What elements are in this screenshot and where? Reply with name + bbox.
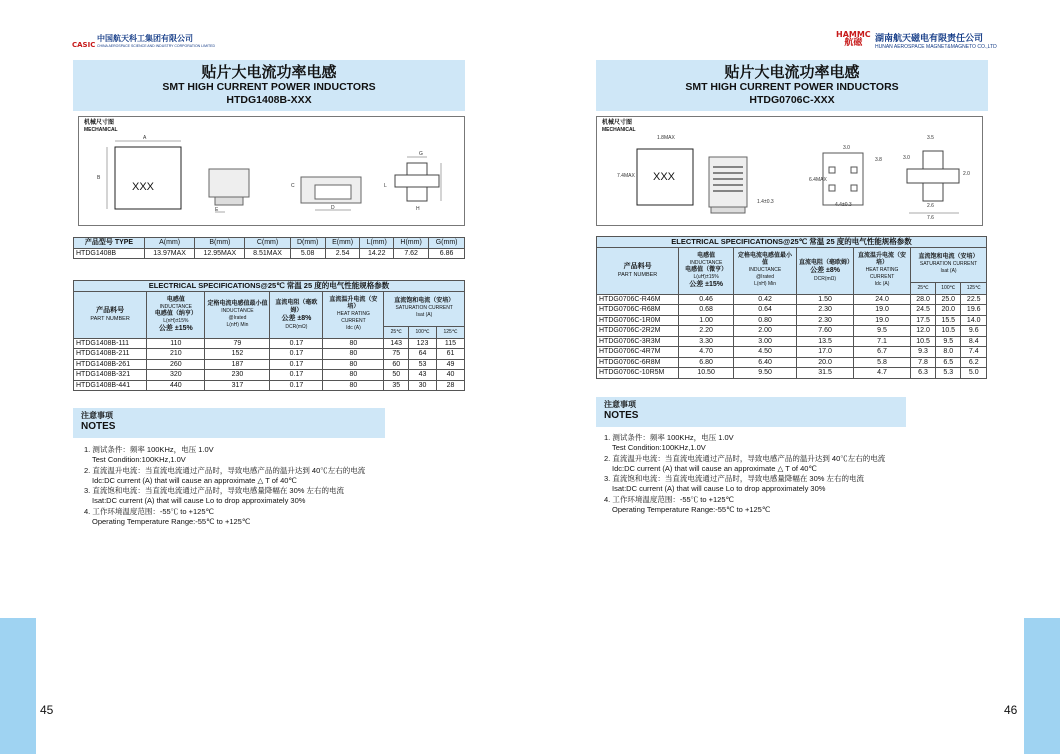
spec-value-cell: 0.17	[270, 338, 323, 349]
spec-value-cell: 2.20	[679, 326, 734, 337]
spec-value-cell: 9.6	[961, 326, 987, 337]
right-note-line: 3. 直流饱和电流：当直流电流通过产品时，导致电感量降幅在 30% 左右的电流	[604, 474, 865, 484]
spec-value-cell: 4.7	[854, 368, 911, 379]
left-notes-en: NOTES	[81, 421, 116, 432]
right-notes-box	[596, 397, 906, 427]
spec-value-cell: 0.64	[734, 305, 797, 316]
spec-value-cell: 75	[384, 349, 409, 360]
left-mech-en: MECHANICAL	[84, 127, 118, 133]
left-header-min-inductance	[205, 291, 270, 338]
right-title-box	[596, 60, 988, 111]
dim-cell-l: 14.22	[360, 248, 394, 259]
dim-cell-a: 13.97MAX	[144, 248, 194, 259]
spec-value-cell: 115	[436, 338, 464, 349]
spec-value-cell: 9.5	[936, 336, 961, 347]
spec-value-cell: 152	[205, 349, 270, 360]
spec-value-cell: 7.4	[961, 347, 987, 358]
dim-header-g: G(mm)	[429, 238, 465, 249]
left-title-zh: 贴片大电流功率电感	[201, 63, 337, 81]
spec-value-cell: 31.5	[797, 368, 854, 379]
spec-value-cell: 79	[205, 338, 270, 349]
spec-value-cell: 0.46	[679, 294, 734, 305]
dim-label-3-8: 3.8	[875, 157, 882, 163]
part-number-cell: HTDG1408B-321	[74, 370, 147, 381]
left-header-isat	[384, 291, 465, 326]
left-company-name: 中国航天科工集团有限公司	[97, 34, 193, 43]
left-header-idc	[323, 291, 384, 338]
spec-value-cell: 6.80	[679, 357, 734, 368]
spec-value-cell: 320	[147, 370, 205, 381]
left-part-series: HTDG1408B-XXX	[226, 94, 312, 106]
spec-value-cell: 123	[409, 338, 437, 349]
spec-value-cell: 35	[384, 380, 409, 391]
spec-value-cell: 7.8	[911, 357, 936, 368]
left-company	[97, 33, 215, 48]
spec-value-cell: 80	[323, 380, 384, 391]
part-number-cell: HTDG0706C-R68M	[597, 305, 679, 316]
left-idc-en: HEAT RATING CURRENT	[337, 311, 370, 324]
spec-value-cell: 1.50	[797, 294, 854, 305]
spec-value-cell: 9.3	[911, 347, 936, 358]
right-dcr-zh: 直流电阻（毫欧姆）	[799, 259, 854, 266]
spec-value-cell: 80	[323, 359, 384, 370]
spec-value-cell: 0.80	[734, 315, 797, 326]
right-header-isat	[911, 247, 987, 282]
left-header-inductance	[147, 291, 205, 338]
spec-row	[597, 347, 987, 358]
left-ind-en: INDUCTANCE	[159, 304, 193, 310]
dim-table-header	[74, 238, 465, 249]
spec-value-cell: 4.50	[734, 347, 797, 358]
spec-value-cell: 8.4	[961, 336, 987, 347]
left-isat-zh: 直流饱和电流（安培）	[394, 298, 455, 305]
right-spec-header	[597, 247, 987, 282]
part-number-cell: HTDG0706C-10R5M	[597, 368, 679, 379]
right-mech-zh: 机械尺寸图	[602, 120, 633, 126]
spec-value-cell: 43	[409, 370, 437, 381]
right-spec-table	[596, 236, 987, 379]
left-drawing-mark: XXX	[132, 181, 155, 193]
spec-value-cell: 0.17	[270, 380, 323, 391]
right-isat-zh: 直流饱和电流（安培）	[918, 254, 979, 261]
dim-label-6-4max: 6.4MAX	[809, 177, 827, 183]
right-header-part	[597, 247, 679, 294]
spec-value-cell: 20.0	[936, 305, 961, 316]
dim-header-l: L(mm)	[360, 238, 394, 249]
part-number-cell: HTDG0706C-6R8M	[597, 357, 679, 368]
spec-value-cell: 0.17	[270, 359, 323, 370]
hammc-logo	[836, 30, 871, 48]
dim-label-c: C	[291, 183, 295, 189]
spec-value-cell: 10.5	[936, 326, 961, 337]
spec-value-cell: 49	[436, 359, 464, 370]
right-mechanical-box	[596, 116, 983, 226]
right-notes-zh: 注意事项	[604, 400, 636, 409]
right-isat-en: SATURATION CURRENT	[919, 261, 978, 268]
left-note-line: 2. 直流温升电流：当直流电流通过产品时，导致电感产品的温升达到 40℃左右的电流	[84, 465, 366, 475]
part-number-cell: HTDG1408B-111	[74, 338, 147, 349]
left-side-bar	[0, 618, 36, 754]
left-page-number: 45	[40, 703, 54, 717]
dim-cell-g: 6.86	[429, 248, 465, 259]
left-spec-header	[74, 291, 465, 326]
dim-label-3-0-top: 3.0	[843, 145, 850, 151]
left-mech-zh: 机械尺寸图	[84, 120, 115, 126]
right-ind-zh2: 电感值（微亨）	[685, 267, 728, 273]
left-title-en: SMT HIGH CURRENT POWER INDUCTORS	[162, 81, 376, 93]
dim-cell-b: 12.95MAX	[195, 248, 245, 259]
left-part-en: PART NUMBER	[90, 315, 130, 322]
right-spec-title: ELECTRICAL SPECIFICATIONS@25℃ 常温 25 度的电气性能规格参数	[597, 237, 987, 248]
spec-value-cell: 40	[436, 370, 464, 381]
right-note-line: 4. 工作环境温度范围：-55℃ to +125℃	[604, 494, 734, 504]
left-dcr-unit: DCR(mΩ)	[285, 323, 308, 330]
right-note-line: 1. 测试条件：频率 100KHz，电压 1.0V	[604, 433, 734, 442]
left-isat-en: SATURATION CURRENT	[395, 305, 453, 312]
spec-value-cell: 60	[384, 359, 409, 370]
left-min-cond: @Irated	[228, 314, 247, 321]
part-number-cell: HTDG0706C-2R2M	[597, 326, 679, 337]
dim-header-c: C(mm)	[245, 238, 290, 249]
part-number-cell: HTDG0706C-1R0M	[597, 315, 679, 326]
left-spec-body	[74, 338, 465, 391]
right-header-inductance	[679, 247, 734, 294]
spec-value-cell: 10.5	[911, 336, 936, 347]
right-idc-zh: 直流温升电流（安培）	[858, 253, 907, 266]
spec-value-cell: 0.17	[270, 370, 323, 381]
part-number-cell: HTDG1408B-211	[74, 349, 147, 360]
dim-label-3-5: 3.5	[927, 135, 934, 141]
dim-cell-h: 7.62	[394, 248, 429, 259]
right-company	[875, 31, 997, 50]
right-ind-tol: 公差 ±15%	[689, 281, 723, 288]
spec-value-cell: 110	[147, 338, 205, 349]
spec-value-cell: 28.0	[911, 294, 936, 305]
right-drawing-mark: XXX	[653, 171, 676, 183]
spec-value-cell: 0.42	[734, 294, 797, 305]
left-spec-table	[73, 280, 465, 391]
right-dcr-tol: 公差 ±8%	[810, 266, 840, 274]
spec-value-cell: 12.0	[911, 326, 936, 337]
dim-label-e: E	[215, 207, 219, 213]
left-note-line: Operating Temperature Range:-55℃ to +125℃	[92, 517, 251, 527]
left-header-part	[74, 291, 147, 338]
left-ind-cond: L(nH)±15%	[163, 318, 189, 324]
left-title-box	[73, 60, 465, 111]
right-title-zh: 贴片大电流功率电感	[724, 63, 860, 81]
spec-row	[597, 368, 987, 379]
spec-value-cell: 61	[436, 349, 464, 360]
dim-label-2-6: 2.6	[927, 203, 934, 209]
spec-value-cell: 260	[147, 359, 205, 370]
left-min-en: INDUCTANCE	[221, 307, 254, 314]
right-title-en: SMT HIGH CURRENT POWER INDUCTORS	[685, 81, 899, 93]
dim-cell-type: HTDG1408B	[74, 248, 145, 259]
right-spec-body	[597, 294, 987, 378]
dim-label-2-0: 2.0	[963, 171, 970, 177]
casic-logo	[72, 34, 95, 52]
part-number-cell: HTDG0706C-4R7M	[597, 347, 679, 358]
dim-cell-d: 5.08	[290, 248, 325, 259]
dim-label-3-0-side: 3.0	[903, 155, 910, 161]
dim-label-7-6: 7.6	[927, 215, 934, 221]
spec-value-cell: 64	[409, 349, 437, 360]
right-header-min-inductance	[734, 247, 797, 294]
right-note-line: Idc:DC current (A) that will cause an approximate △ T of 40℃	[612, 463, 817, 473]
spec-value-cell: 14.0	[961, 315, 987, 326]
right-side-bar	[1024, 618, 1060, 754]
spec-value-cell: 17.5	[911, 315, 936, 326]
right-notes-en: NOTES	[604, 410, 639, 421]
dim-label-a: A	[143, 135, 147, 141]
spec-value-cell: 15.5	[936, 315, 961, 326]
spec-value-cell: 30	[409, 380, 437, 391]
spec-value-cell: 80	[323, 338, 384, 349]
dim-label-4-4: 4.4±0.3	[835, 202, 852, 208]
spec-value-cell: 8.0	[936, 347, 961, 358]
spec-row	[597, 357, 987, 368]
left-part-zh: 产品料号	[96, 306, 125, 314]
dim-table-row	[74, 248, 465, 259]
left-min-unit: L(nH) Min	[226, 321, 249, 328]
left-temp-125: 125℃	[436, 326, 464, 338]
spec-value-cell: 80	[323, 349, 384, 360]
spec-value-cell: 6.7	[854, 347, 911, 358]
right-dcr-unit: DCR(mΩ)	[814, 275, 837, 282]
left-mechanical-box	[78, 116, 465, 226]
dim-label-b: B	[97, 175, 101, 181]
spec-row	[597, 315, 987, 326]
spec-value-cell: 6.40	[734, 357, 797, 368]
spec-row	[597, 305, 987, 316]
left-dcr-zh: 直流电阻（毫欧姆）	[275, 299, 318, 314]
spec-value-cell: 5.0	[961, 368, 987, 379]
spec-value-cell: 7.1	[854, 336, 911, 347]
left-note-line: Isat:DC current (A) that will cause Lo to drop approximately 30%	[92, 496, 306, 506]
spec-value-cell: 3.00	[734, 336, 797, 347]
left-min-zh: 定格电流电感值最小值	[207, 300, 268, 307]
right-note-line: Operating Temperature Range:-55℃ to +125℃	[612, 505, 771, 515]
spec-value-cell: 13.5	[797, 336, 854, 347]
left-note-line: 1. 测试条件：频率 100KHz，电压 1.0V	[84, 445, 214, 454]
left-dcr-tol: 公差 ±8%	[281, 314, 312, 322]
spec-value-cell: 317	[205, 380, 270, 391]
spec-value-cell: 2.30	[797, 315, 854, 326]
spec-value-cell: 143	[384, 338, 409, 349]
right-notes-list	[604, 433, 885, 515]
spec-value-cell: 5.3	[936, 368, 961, 379]
right-isat-unit: Isat (A)	[940, 268, 957, 275]
left-notes-box	[73, 408, 385, 438]
left-notes-list	[84, 445, 365, 527]
right-idc-en: HEAT RATING CURRENT	[865, 267, 899, 280]
left-note-line: 4. 工作环境温度范围：-55℃ to +125℃	[84, 506, 214, 516]
part-number-cell: HTDG1408B-261	[74, 359, 147, 370]
spec-row	[74, 349, 465, 360]
dim-cell-e: 2.54	[325, 248, 360, 259]
left-ind-zh2: 电感值（纳亨）	[154, 311, 197, 317]
right-min-unit: L(nH) Min	[754, 281, 777, 287]
left-notes-zh: 注意事项	[81, 411, 113, 420]
spec-value-cell: 3.30	[679, 336, 734, 347]
right-ind-cond: L(uH)±15%	[693, 274, 719, 280]
spec-row	[597, 326, 987, 337]
spec-value-cell: 6.2	[961, 357, 987, 368]
spec-value-cell: 0.17	[270, 349, 323, 360]
spec-value-cell: 19.6	[961, 305, 987, 316]
right-mech-en: MECHANICAL	[602, 127, 636, 133]
spec-value-cell: 9.5	[854, 326, 911, 337]
spec-value-cell: 9.50	[734, 368, 797, 379]
dim-label-g: G	[419, 151, 423, 157]
dim-cell-c: 8.51MAX	[245, 248, 290, 259]
spec-row	[74, 338, 465, 349]
spec-value-cell: 210	[147, 349, 205, 360]
right-note-line: Isat:DC current (A) that will cause Lo to drop approximately 30%	[612, 484, 826, 494]
spec-value-cell: 17.0	[797, 347, 854, 358]
dim-label-l: L	[384, 183, 387, 189]
hammc-logo-mark: HAMMC	[836, 30, 871, 39]
spec-value-cell: 19.0	[854, 315, 911, 326]
hammc-logo-sub: 航磁	[844, 38, 863, 48]
right-company-en: HUNAN AEROSPACE MAGNET&MAGNETO CO.,LTD	[875, 44, 997, 50]
dim-header-b: B(mm)	[195, 238, 245, 249]
spec-value-cell: 10.50	[679, 368, 734, 379]
spec-value-cell: 6.3	[911, 368, 936, 379]
spec-value-cell: 20.0	[797, 357, 854, 368]
spec-value-cell: 230	[205, 370, 270, 381]
right-part-en: PART NUMBER	[617, 271, 658, 278]
right-ind-zh: 电感值	[697, 253, 716, 259]
spec-value-cell: 25.0	[936, 294, 961, 305]
spec-value-cell: 80	[323, 370, 384, 381]
spec-value-cell: 2.00	[734, 326, 797, 337]
spec-value-cell: 0.68	[679, 305, 734, 316]
right-min-en: INDUCTANCE	[748, 267, 782, 273]
spec-row	[74, 359, 465, 370]
spec-value-cell: 53	[409, 359, 437, 370]
left-ind-zh: 电感值	[166, 297, 185, 303]
right-header-dcr	[797, 247, 854, 294]
dim-header-e: E(mm)	[325, 238, 360, 249]
spec-value-cell: 187	[205, 359, 270, 370]
right-idc-unit: Idc (A)	[874, 281, 890, 287]
spec-value-cell: 6.5	[936, 357, 961, 368]
spec-value-cell: 2.30	[797, 305, 854, 316]
spec-value-cell: 4.70	[679, 347, 734, 358]
left-dimension-table	[73, 237, 465, 259]
dim-label-7-4max: 7.4MAX	[617, 173, 635, 179]
dim-header-type: 产品型号 TYPE	[74, 238, 145, 249]
left-note-line: Idc:DC current (A) that will cause an approximate △ T of 40℃	[92, 475, 297, 485]
left-idc-zh: 直流温升电流（安培）	[329, 297, 378, 310]
dim-header-a: A(mm)	[144, 238, 194, 249]
right-company-name: 湖南航天磁电有限责任公司	[875, 33, 984, 43]
left-note-line: 3. 直流饱和电流：当直流电流通过产品时，导致电感量降幅在 30% 左右的电流	[84, 486, 345, 496]
spec-value-cell: 50	[384, 370, 409, 381]
right-page-number: 46	[1004, 703, 1018, 717]
part-number-cell: HTDG0706C-R46M	[597, 294, 679, 305]
dim-label-1-8max: 1.8MAX	[657, 135, 675, 141]
casic-logo-mark: CASIC	[72, 41, 96, 49]
right-min-cond: @Irated	[756, 274, 774, 280]
right-ind-en: INDUCTANCE	[689, 260, 723, 266]
spec-row	[74, 370, 465, 381]
spec-value-cell: 22.5	[961, 294, 987, 305]
dim-header-d: D(mm)	[290, 238, 325, 249]
spec-value-cell: 1.00	[679, 315, 734, 326]
spec-value-cell: 440	[147, 380, 205, 391]
dim-label-d: D	[331, 205, 335, 211]
left-note-line: Test Condition:100KHz,1.0V	[92, 455, 186, 465]
dim-header-h: H(mm)	[394, 238, 429, 249]
spec-row	[597, 294, 987, 305]
left-idc-unit: Idc (A)	[346, 325, 361, 331]
left-spec-title: ELECTRICAL SPECIFICATIONS@25℃ 常温 25 度的电气性能规格参数	[74, 281, 465, 292]
left-company-en: CHINA AEROSPACE SCIENCE AND INDUSTRY CORPORATION LIMITED	[97, 44, 215, 48]
left-temp-100: 100℃	[409, 326, 437, 338]
spec-value-cell: 7.60	[797, 326, 854, 337]
dim-label-1-4: 1.4±0.3	[757, 199, 774, 205]
right-header-idc	[854, 247, 911, 294]
right-temp-125: 125℃	[961, 282, 987, 294]
spec-value-cell: 19.0	[854, 305, 911, 316]
left-header-dcr	[270, 291, 323, 338]
spec-row	[597, 336, 987, 347]
spec-value-cell: 5.8	[854, 357, 911, 368]
spec-value-cell: 24.0	[854, 294, 911, 305]
right-part-zh: 产品料号	[623, 262, 652, 270]
left-ind-tol: 公差 ±15%	[158, 325, 193, 332]
right-note-line: 2. 直流温升电流：当直流电流通过产品时，导致电感产品的温升达到 40℃左右的电流	[604, 453, 886, 463]
spec-value-cell: 24.5	[911, 305, 936, 316]
left-mechanical-drawing	[79, 117, 464, 225]
part-number-cell: HTDG1408B-441	[74, 380, 147, 391]
right-temp-100: 100℃	[936, 282, 961, 294]
right-temp-25: 25℃	[911, 282, 936, 294]
dim-label-h: H	[416, 206, 420, 212]
right-note-line: Test Condition:100KHz,1.0V	[612, 443, 706, 453]
right-part-series: HTDG0706C-XXX	[749, 94, 835, 106]
part-number-cell: HTDG0706C-3R3M	[597, 336, 679, 347]
right-min-zh: 定格电流电感值最小值	[738, 253, 793, 266]
left-isat-unit: Isat (A)	[416, 312, 433, 319]
left-temp-25: 25℃	[384, 326, 409, 338]
spec-row	[74, 380, 465, 391]
spec-value-cell: 28	[436, 380, 464, 391]
